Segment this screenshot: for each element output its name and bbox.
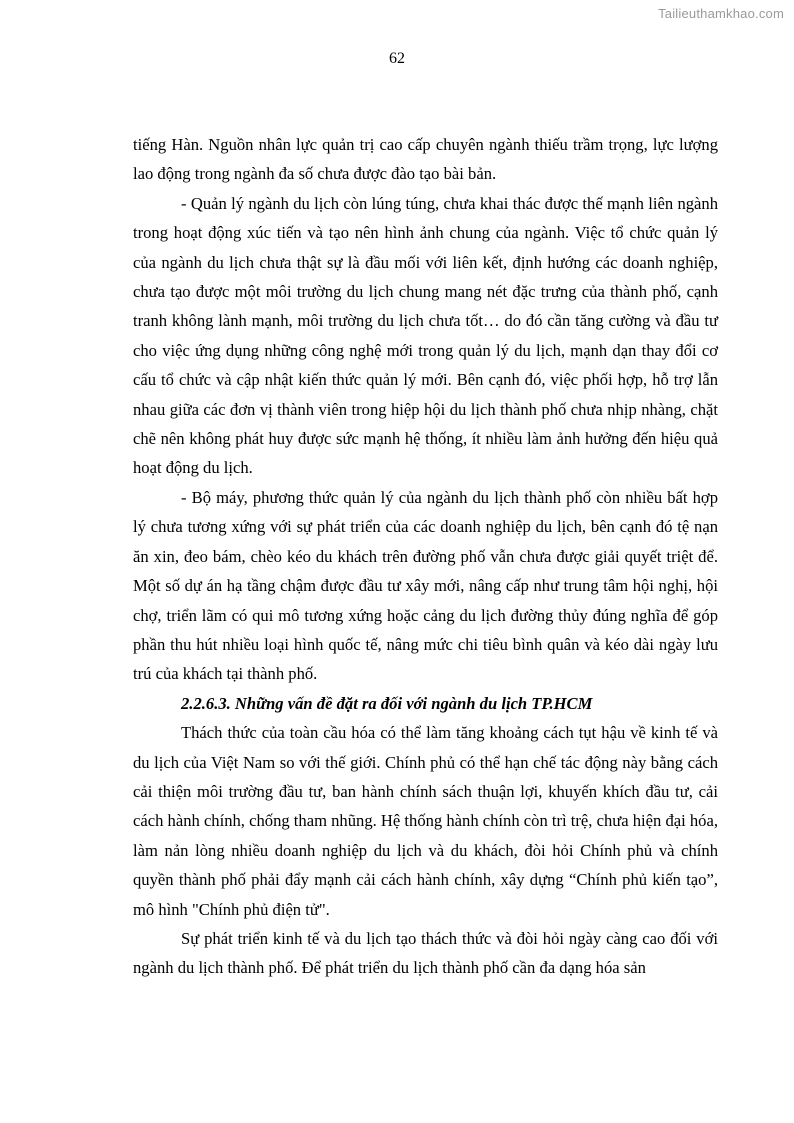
- paragraph-tourism-management: - Quản lý ngành du lịch còn lúng túng, chưa khai thác được thế mạnh liên ngành trong hoạt động xúc tiến và tạo nên hình ảnh chung của ngành. Việc tổ chức quản lý của ngành du lịch chưa thật sự là đầu mối với liên kết, định hướng các doanh nghiệp, chưa tạo được một môi trường du lịch chung mang nét đặc trưng của thành phố, cạnh tranh không lành mạnh, môi trường du lịch chưa tốt… do đó cần tăng cường và đầu tư cho việc ứng dụng những công nghệ mới trong quản lý du lịch, mạnh dạn thay đổi cơ cấu tổ chức và cập nhật kiến thức quản lý mới. Bên cạnh đó, việc phối hợp, hỗ trợ lẫn nhau giữa các đơn vị thành viên trong hiệp hội du lịch thành phố chưa nhịp nhàng, chặt chẽ nên không phát huy được sức mạnh hệ thống, ít nhiều làm ảnh hưởng đến hiệu quả hoạt động du lịch.: [133, 193, 718, 478]
- paragraph-management-apparatus: - Bộ máy, phương thức quản lý của ngành du lịch thành phố còn nhiều bất hợp lý chưa tương xứng với sự phát triển của các doanh nghiệp du lịch, bên cạnh đó tệ nạn ăn xin, đeo bám, chèo kéo du khách trên đường phố vẫn chưa được giải quyết triệt để. Một số dự án hạ tầng chậm được đầu tư xây mới, nâng cấp như trung tâm hội nghị, hội chợ, triển lãm có qui mô tương xứng hoặc cảng du lịch đường thủy đúng nghĩa để góp phần thu hút nhiều loại hình quốc tế, nâng mức chi tiêu bình quân và kéo dài ngày lưu trú của khách tại thành phố.: [133, 487, 718, 684]
- paragraph-continuation: tiếng Hàn. Nguồn nhân lực quản trị cao cấp chuyên ngành thiếu trầm trọng, lực lượng lao động trong ngành đa số chưa được đào tạo bài bản.: [133, 135, 718, 184]
- document-body: [133, 130, 718, 983]
- paragraph-globalization-challenge: Thách thức của toàn cầu hóa có thể làm tăng khoảng cách tụt hậu về kinh tế và du lịch của Việt Nam so với thế giới. Chính phủ có thể hạn chế tác động này bằng cách cải thiện môi trường đầu tư, ban hành chính sách thuận lợi, khuyến khích đầu tư, cải cách hành chính, chống tham nhũng. Hệ thống hành chính còn trì trệ, chưa hiện đại hóa, làm nản lòng nhiều doanh nghiệp du lịch và du khách, đòi hỏi Chính phủ và chính quyền thành phố phải đẩy mạnh cải cách hành chính, xây dựng “Chính phủ kiến tạo”, mô hình "Chính phủ điện tử".: [133, 723, 718, 919]
- page-number: 62: [389, 50, 405, 67]
- paragraph-economic-development: Sự phát triển kinh tế và du lịch tạo thách thức và đòi hỏi ngày càng cao đối với ngành du lịch thành phố. Để phát triển du lịch thành phố cần đa dạng hóa sản: [133, 928, 718, 978]
- watermark-text: Tailieuthamkhao.com: [658, 6, 784, 21]
- section-heading: 2.2.6.3. Những vấn đề đặt ra đối với ngành du lịch TP.HCM: [181, 693, 593, 713]
